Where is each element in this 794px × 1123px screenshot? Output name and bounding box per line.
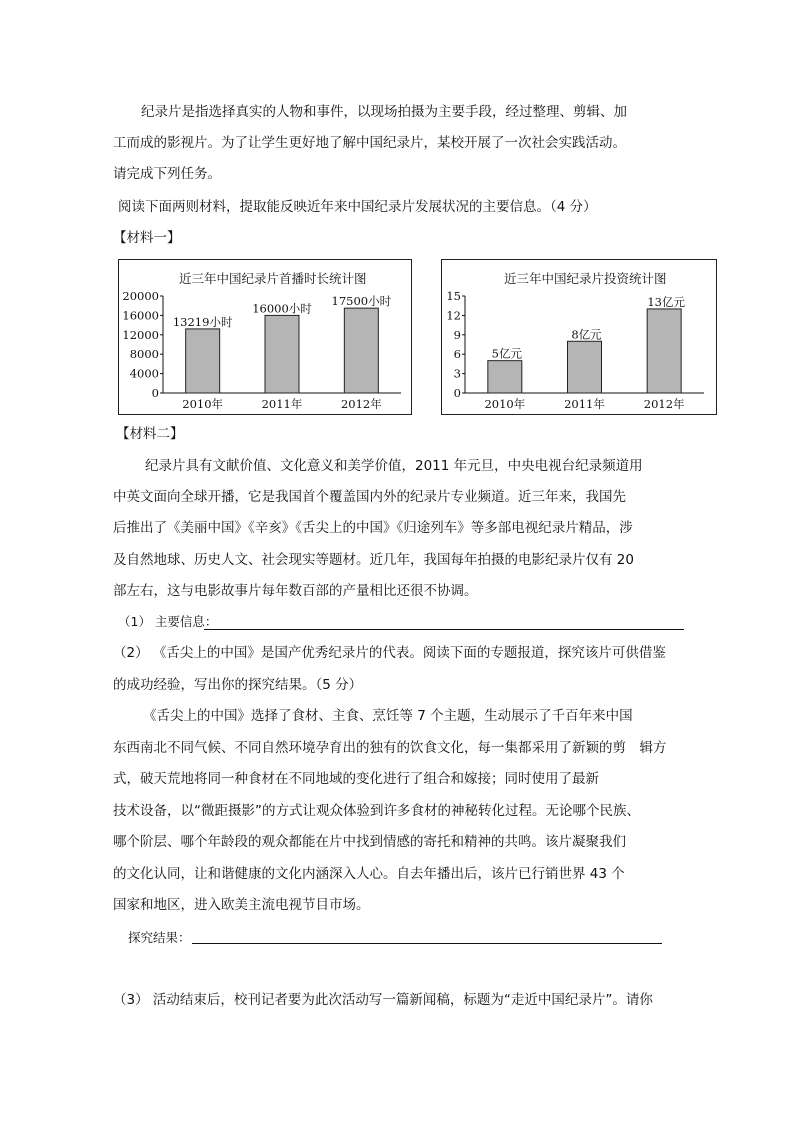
y-tick-label: 20000 [122,289,159,303]
q1-label: （1） 主要信息： [118,614,218,629]
report-line-1: 《舌尖上的中国》选择了食材、主食、烹饪等 7 个主题，生动展示了千百年来中国 [143,708,633,724]
chart-broadcast-hours [118,259,412,415]
bar [488,361,522,393]
investment-bar-chart [442,260,716,414]
y-tick-label: 8000 [129,347,159,362]
chart-investment [441,259,717,415]
bar [344,308,378,393]
x-tick-label: 2011年 [564,397,605,411]
q2-line-2: 的成功经验，写出你的探究结果。（5 分） [113,677,363,693]
x-tick-label: 2010年 [182,397,224,411]
intro-line-3: 请完成下列任务。 [113,166,221,182]
report-line-4: 技术设备，以“微距摄影”的方式让观众体验到许多食材的神秘转化过程。无论哪个民族、 [113,803,640,819]
data-label: 5亿元 [491,346,522,361]
y-tick-label: 16000 [122,308,159,323]
q1-answer-line[interactable] [204,629,684,630]
chart-title: 近三年中国纪录片首播时长统计图 [179,271,367,286]
material2-label: 【材料二】 [116,426,184,442]
y-tick-label: 12000 [122,327,159,342]
material2-line-2: 中英文面向全球开播，它是我国首个覆盖国内外的纪录片专业频道。近三年来，我国先 [113,489,626,505]
x-tick-label: 2012年 [340,397,382,411]
y-tick-label: 12 [446,308,461,323]
data-label: 8亿元 [571,327,602,342]
y-tick-label: 3 [453,366,461,381]
x-tick-label: 2010年 [484,397,526,411]
material1-label: 【材料一】 [113,230,181,246]
task1-prompt: 阅读下面两则材料，提取能反映近年来中国纪录片发展状况的主要信息。（4 分） [118,199,597,215]
bar [186,329,220,393]
intro-line-2: 工而成的影视片。为了让学生更好地了解中国纪录片，某校开展了一次社会实践活动。 [113,135,626,151]
intro-line-1: 纪录片是指选择真实的人物和事件，以现场拍摄为主要手段，经过整理、剪辑、加 [141,104,627,120]
material2-line-4: 及自然地球、历史人文、社会现实等题材。近几年，我国每年拍摄的电影纪录片仅有 20 [113,552,634,568]
broadcast-hours-bar-chart [119,260,411,414]
answer-label: 探究结果： [128,930,191,945]
q3-line-1: （3） 活动结束后，校刊记者要为此次活动写一篇新闻稿，标题为“走近中国纪录片”。请你 [113,992,653,1008]
y-tick-label: 0 [151,386,159,400]
bar [568,341,602,393]
report-line-6: 的文化认同，让和谐健康的文化内涵深入人心。自去年播出后，该片已行销世界 43 个 [113,866,625,882]
data-label: 16000小时 [252,301,312,316]
y-tick-label: 9 [453,327,461,342]
chart-title: 近三年中国纪录片投资统计图 [504,271,667,286]
report-line-7: 国家和地区，进入欧美主流电视节目市场。 [113,897,370,913]
data-label: 17500小时 [331,294,392,309]
report-line-3: 式，破天荒地将同一种食材在不同地域的变化进行了组合和嫁接；同时使用了最新 [113,771,599,787]
y-tick-label: 15 [446,289,461,303]
bar [265,315,299,393]
data-label: 13219小时 [172,314,233,329]
x-tick-label: 2011年 [261,397,303,411]
q2-line-1: （2） 《舌尖上的中国》是国产优秀纪录片的代表。阅读下面的专题报道，探究该片可供借鉴 [113,645,666,661]
bar [647,309,681,393]
material2-line-3: 后推出了《美丽中国》《辛亥》《舌尖上的中国》《归途列车》等多部电视纪录片精品，涉 [113,520,633,536]
answer-line[interactable] [192,943,662,944]
report-line-2: 东西南北不同气候、不同自然环境孕育出的独有的饮食文化，每一集都采用了新颖的剪 辑方 [113,740,667,756]
x-tick-label: 2012年 [643,397,685,411]
y-tick-label: 6 [453,347,461,362]
report-line-5: 哪个阶层、哪个年龄段的观众都能在片中找到情感的寄托和精神的共鸣。该片凝聚我们 [113,834,626,850]
y-tick-label: 4000 [129,366,159,381]
material2-line-1: 纪录片具有文献价值、文化意义和美学价值，2011 年元旦，中央电视台纪录频道用 [145,458,643,474]
y-tick-label: 0 [453,386,461,400]
data-label: 13亿元 [647,294,685,309]
material2-line-5: 部左右，这与电影故事片每年数百部的产量相比还很不协调。 [113,583,478,599]
